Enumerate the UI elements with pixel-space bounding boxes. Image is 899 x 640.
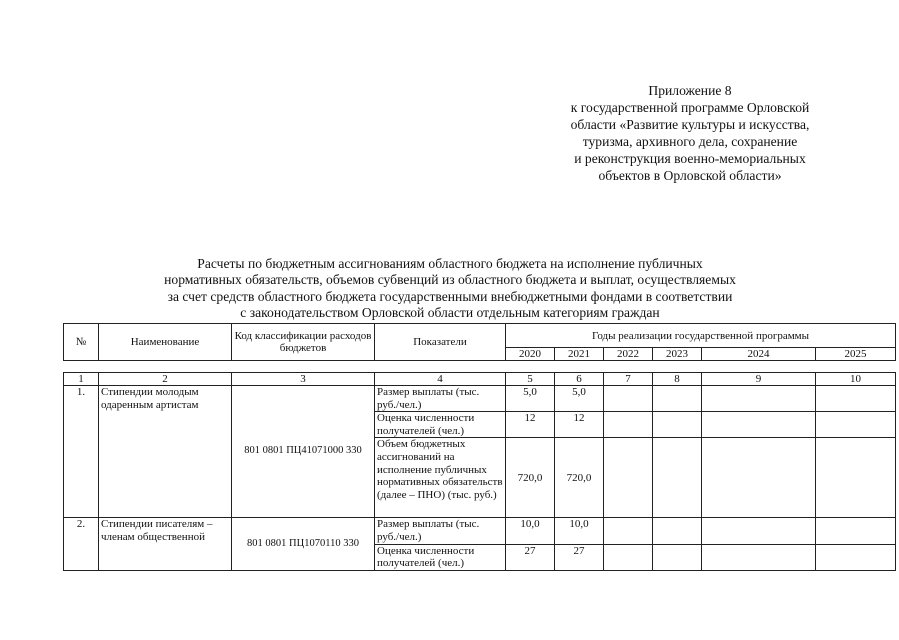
indicator-label: Объем бюджетных ассигнований на исполнение публичных нормативных обязательств (далее – ПНО) (тыс. руб.): [375, 438, 506, 518]
appendix-line: объектов в Орловской области»: [598, 168, 782, 183]
row-name: Стипендии писателям – членам общественной: [99, 518, 232, 570]
indicator-value: [702, 438, 816, 518]
indicator-value: [653, 386, 702, 412]
column-numbers-row: [64, 373, 896, 386]
row-code: 801 0801 ПЦ1070110 330: [232, 518, 375, 570]
indicator-value: [604, 518, 653, 544]
column-number: 4: [375, 373, 506, 386]
indicator-value: [816, 386, 896, 412]
column-number: 7: [604, 373, 653, 386]
table-row: [64, 518, 896, 544]
indicator-value: 12: [555, 412, 604, 438]
indicator-value: 10,0: [555, 518, 604, 544]
table-body: [63, 372, 896, 571]
title-line: за счет средств областного бюджета государственными внебюджетными фондами в соответствии: [167, 288, 733, 304]
indicator-value: 10,0: [506, 518, 555, 544]
appendix-line: Приложение 8: [648, 83, 732, 98]
indicator-value: [816, 544, 896, 570]
indicator-value: 720,0: [506, 438, 555, 518]
indicator-value: 5,0: [506, 386, 555, 412]
column-number: 8: [653, 373, 702, 386]
indicator-value: [604, 412, 653, 438]
column-number: 9: [702, 373, 816, 386]
appendix-line: к государственной программе Орловской: [570, 100, 810, 115]
indicator-label: Размер выплаты (тыс. руб./чел.): [375, 518, 506, 544]
header-year: 2022: [604, 348, 653, 361]
indicator-value: [653, 518, 702, 544]
row-code: 801 0801 ПЦ41071000 330: [232, 386, 375, 518]
header-code: Код классификации расходов бюджетов: [232, 324, 375, 361]
document-title: [100, 256, 800, 322]
header-year: 2023: [653, 348, 702, 361]
indicator-value: [702, 518, 816, 544]
indicator-value: 5,0: [555, 386, 604, 412]
indicator-value: [816, 412, 896, 438]
indicator-value: [653, 412, 702, 438]
indicator-value: [702, 412, 816, 438]
title-line: с законодательством Орловской области отдельным категориям граждан: [240, 305, 660, 321]
title-line: нормативных обязательств, объемов субвенций из областного бюджета и выплат, осуществляемых: [164, 272, 736, 288]
appendix-line: туризма, архивного дела, сохранение: [582, 134, 798, 149]
indicator-value: [702, 544, 816, 570]
row-name: Стипендии молодым одаренным артистам: [99, 386, 232, 518]
header-indicators: Показатели: [375, 324, 506, 361]
appendix-block: [530, 82, 850, 184]
indicator-value: 12: [506, 412, 555, 438]
indicator-value: 720,0: [555, 438, 604, 518]
header-year: 2020: [506, 348, 555, 361]
column-number: 5: [506, 373, 555, 386]
indicator-label: Оценка численности получателей (чел.): [375, 412, 506, 438]
indicator-value: [604, 438, 653, 518]
column-number: 6: [555, 373, 604, 386]
header-number: №: [64, 324, 99, 361]
column-number: 3: [232, 373, 375, 386]
indicator-label: Оценка численности получателей (чел.): [375, 544, 506, 570]
indicator-value: [816, 518, 896, 544]
indicator-value: [604, 386, 653, 412]
header-name: Наименование: [99, 324, 232, 361]
indicator-value: [702, 386, 816, 412]
column-number: 1: [64, 373, 99, 386]
header-year: 2024: [702, 348, 816, 361]
indicator-value: [653, 544, 702, 570]
indicator-value: [604, 544, 653, 570]
column-number: 10: [816, 373, 896, 386]
header-year: 2025: [816, 348, 896, 361]
table-row: [64, 386, 896, 412]
appendix-line: области «Развитие культуры и искусства,: [570, 117, 810, 132]
column-number: 2: [99, 373, 232, 386]
row-number: 1.: [64, 386, 99, 518]
indicator-label: Размер выплаты (тыс. руб./чел.): [375, 386, 506, 412]
indicator-value: 27: [555, 544, 604, 570]
header-years-group: Годы реализации государственной программы: [506, 324, 896, 348]
table-header: [63, 323, 896, 361]
header-year: 2021: [555, 348, 604, 361]
indicator-value: [816, 438, 896, 518]
indicator-value: 27: [506, 544, 555, 570]
indicator-value: [653, 438, 702, 518]
appendix-line: и реконструкция военно-мемориальных: [574, 151, 806, 166]
row-number: 2.: [64, 518, 99, 570]
title-line: Расчеты по бюджетным ассигнованиям областного бюджета на исполнение публичных: [197, 256, 703, 271]
